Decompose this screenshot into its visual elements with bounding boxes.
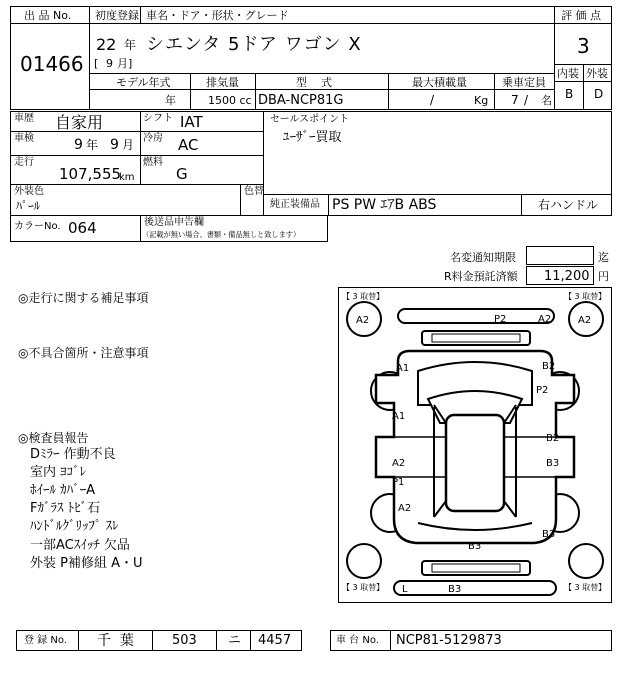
vehicle-damage-diagram xyxy=(338,287,612,603)
front-bumper xyxy=(398,309,554,323)
declaration-label: 後送品申告欄 xyxy=(144,217,204,228)
mileage-unit: km xyxy=(119,172,135,183)
fuel-value: G xyxy=(176,165,188,183)
inspection-year-unit: 年 xyxy=(86,138,99,152)
color-value: ﾊﾟｰﾙ xyxy=(16,199,41,213)
damage-mark: B2 xyxy=(546,433,560,444)
inspector-label: ◎検査員報告 xyxy=(18,431,89,445)
seats-value: 7 xyxy=(511,93,519,107)
inspector-line: 一部ACｽｲｯﾁ 欠品 xyxy=(30,538,130,553)
color-box xyxy=(10,184,264,216)
lot-label: 出 品 No. xyxy=(24,9,72,22)
sales-point-value: ﾕｰｻﾞｰ買取 xyxy=(283,130,342,145)
damage-mark: B3 xyxy=(468,541,482,552)
damage-mark: A2 xyxy=(356,315,370,326)
registration-class: 503 xyxy=(172,633,197,648)
first-registration-year: 22 xyxy=(96,35,117,54)
damage-mark: A1 xyxy=(396,363,410,374)
equipment-value: PS PW ｴｱB ABS xyxy=(332,197,437,213)
shift-label: シフト xyxy=(143,113,173,124)
rear-left-wheel xyxy=(347,544,381,578)
seats-slash: / xyxy=(524,93,529,107)
inspector-line: 室内 ﾖｺﾞﾚ xyxy=(30,465,87,480)
chassis-label: 車 台 No. xyxy=(336,635,379,646)
displacement-label: 排気量 xyxy=(206,76,239,89)
corner-mark: 【 3 取替】 xyxy=(342,292,385,301)
color-change-label: 色替 xyxy=(244,186,264,197)
registration-kana: ニ xyxy=(228,633,242,648)
damage-mark: A1 xyxy=(392,411,406,422)
first-registration-label: 初度登録 xyxy=(95,9,139,22)
damage-mark: L xyxy=(402,584,408,595)
type-label: 型 式 xyxy=(296,76,332,89)
defects-label: ◎不具合箇所・注意事項 xyxy=(18,346,149,360)
inspection-year: 9 xyxy=(74,137,83,153)
inspection-month: 9 xyxy=(110,137,119,153)
inspector-line: ﾊﾝﾄﾞﾙｸﾞﾘｯﾌﾟ ｽﾚ xyxy=(30,519,119,534)
displacement-value: 1500 cc xyxy=(208,94,252,107)
inspector-line: ﾎｲｰﾙ ｶﾊﾞｰA xyxy=(30,483,96,498)
registration-label: 登 録 No. xyxy=(24,635,67,646)
corner-mark: 【 3 取替】 xyxy=(564,292,607,301)
damage-mark: P1 xyxy=(392,477,405,488)
car-name-label: 車名・ドア・形状・グレード xyxy=(146,9,289,22)
damage-mark: A2 xyxy=(392,458,406,469)
registration-area: 千 葉 xyxy=(97,633,134,649)
model-year-unit: 年 xyxy=(165,94,176,107)
rear-right-wheel xyxy=(569,544,603,578)
exterior-label: 外装 xyxy=(586,67,608,80)
fuel-label: 燃料 xyxy=(143,157,163,168)
inspector-line: Dﾐﾗｰ 作動不良 xyxy=(30,447,116,462)
history-label: 車歴 xyxy=(14,113,34,124)
damage-mark: A2 xyxy=(398,503,412,514)
inspector-line: 外装 P補修組 A・U xyxy=(30,556,143,571)
mileage-label: 走行 xyxy=(14,157,34,168)
corner-mark: 【 3 取替】 xyxy=(564,583,607,592)
equipment-label: 純正装備品 xyxy=(270,199,320,210)
interior-label: 内装 xyxy=(557,67,579,80)
steering-value: 右ハンドル xyxy=(538,198,599,212)
declaration-note: （記載が無い場合、書類・備品無しと致します） xyxy=(142,230,301,239)
damage-mark: B3 xyxy=(448,584,462,595)
mileage-value: 107,555 xyxy=(59,165,122,183)
exterior-grade: D xyxy=(594,87,604,101)
registration-number: 4457 xyxy=(258,633,292,648)
inspector-line: Fｶﾞﾗｽ ﾄﾋﾞ石 xyxy=(30,501,101,516)
damage-mark: P2 xyxy=(494,314,507,325)
interior-grade: B xyxy=(565,87,574,101)
model-year-label: モデル年式 xyxy=(116,76,171,89)
recycle-label: R料金預託済額 xyxy=(444,270,518,283)
supplement-label: ◎走行に関する補足事項 xyxy=(18,291,149,305)
ac-value: AC xyxy=(178,136,199,154)
name-change-suffix: 迄 xyxy=(598,251,609,264)
recycle-value: 11,200 xyxy=(544,269,590,284)
damage-mark: B2 xyxy=(542,361,556,372)
month-bracket: [ xyxy=(94,57,99,70)
roof xyxy=(446,415,504,511)
rear-bumper xyxy=(394,581,556,595)
year-unit: 年 xyxy=(124,38,137,52)
capacity-unit: Kg xyxy=(474,94,489,107)
type-value: DBA-NCP81G xyxy=(258,93,344,108)
seats-unit: 名 xyxy=(541,94,552,107)
damage-mark: B3 xyxy=(542,529,556,540)
damage-mark: A2 xyxy=(538,314,552,325)
capacity-slash: / xyxy=(430,93,435,107)
rating-value: 3 xyxy=(577,34,590,58)
rating-label: 評 価 点 xyxy=(561,9,601,22)
seats-label: 乗車定員 xyxy=(502,76,546,89)
color-number-value: 064 xyxy=(68,219,97,237)
recycle-unit: 円 xyxy=(598,270,609,283)
damage-mark: A2 xyxy=(578,315,592,326)
chassis-number: NCP81-5129873 xyxy=(396,633,502,648)
ac-label: 冷房 xyxy=(143,133,163,144)
color-label: 外装色 xyxy=(14,186,44,197)
name-change-field xyxy=(526,246,594,265)
name-change-label: 名変通知期限 xyxy=(450,251,516,264)
color-number-label: カラーNo. xyxy=(14,221,61,232)
inspection-month-unit: 月 xyxy=(122,138,135,152)
details-left-box xyxy=(10,111,264,185)
corner-mark: 【 3 取替】 xyxy=(342,583,385,592)
damage-mark: P2 xyxy=(536,385,549,396)
lot-number: 01466 xyxy=(20,52,84,76)
first-registration-month: 9 xyxy=(106,57,113,70)
shift-value: IAT xyxy=(180,113,203,131)
sales-point-label: セールスポイント xyxy=(270,114,350,125)
capacity-label: 最大積載量 xyxy=(412,76,467,89)
history-value: 自家用 xyxy=(55,113,104,132)
month-unit: 月] xyxy=(117,57,133,70)
car-name: シエンタ 5ドア ワゴン X xyxy=(146,34,362,55)
inspection-label: 車検 xyxy=(14,133,34,144)
damage-mark: B3 xyxy=(546,458,560,469)
